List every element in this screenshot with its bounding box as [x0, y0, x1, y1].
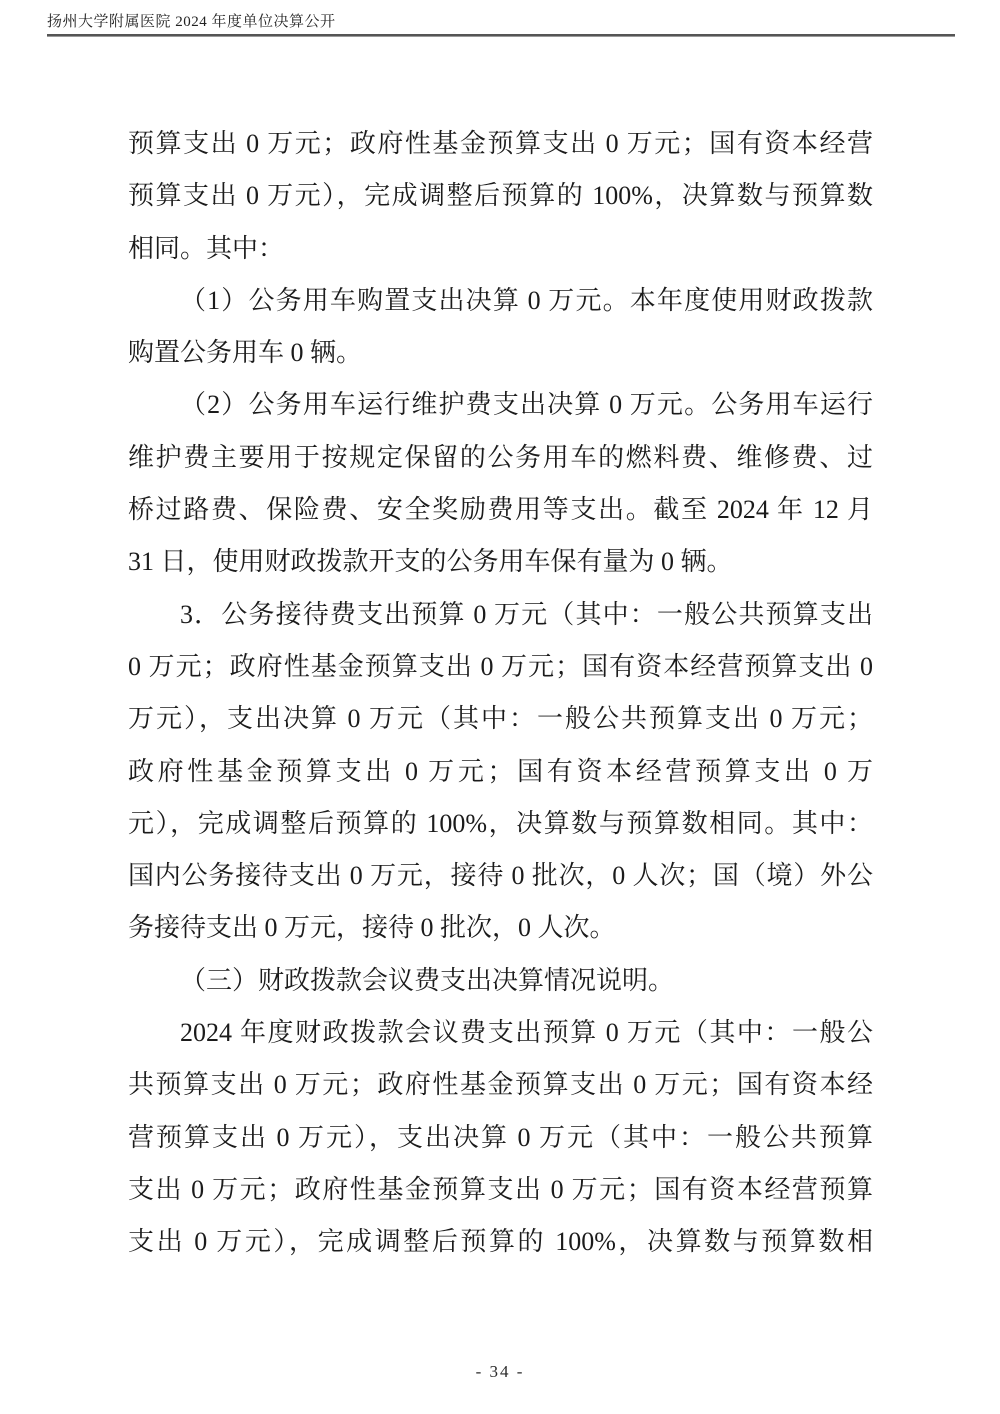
- body-text-line: 元），完成调整后预算的 100%，决算数与预算数相同。其中：: [128, 808, 873, 838]
- body-text-line: 维护费主要用于按规定保留的公务用车的燃料费、维修费、过: [128, 442, 873, 472]
- body-text-line: 0 万元；政府性基金预算支出 0 万元；国有资本经营预算支出 0: [128, 651, 873, 681]
- body-text-line: 政府性基金预算支出 0 万元；国有资本经营预算支出 0 万: [128, 756, 873, 786]
- body-text-line: 预算支出 0 万元），完成调整后预算的 100%，决算数与预算数: [128, 181, 873, 211]
- body-text-line: 营预算支出 0 万元），支出决算 0 万元（其中：一般公共预算: [128, 1122, 873, 1152]
- body-text-line: 支出 0 万元；政府性基金预算支出 0 万元；国有资本经营预算: [128, 1174, 873, 1204]
- body-text-line: 购置公务用车 0 辆。: [128, 338, 363, 368]
- body-text-line: 万元），支出决算 0 万元（其中：一般公共预算支出 0 万元；: [128, 704, 873, 734]
- body-text-line: （2）公务用车运行维护费支出决算 0 万元。公务用车运行: [180, 390, 873, 420]
- body-text-line: 3．公务接待费支出预算 0 万元（其中：一般公共预算支出: [180, 599, 873, 629]
- body-text-line: 31 日，使用财政拨款开支的公务用车保有量为 0 辆。: [128, 547, 733, 577]
- body-text-line: 务接待支出 0 万元，接待 0 批次，0 人次。: [128, 913, 616, 943]
- body-text-line: 2024 年度财政拨款会议费支出预算 0 万元（其中：一般公: [180, 1018, 873, 1048]
- body-text-line: 国内公务接待支出 0 万元，接待 0 批次，0 人次；国（境）外公: [128, 861, 873, 891]
- page-header: [47, 12, 955, 37]
- header-rule-divider: [47, 34, 955, 37]
- document-body: [128, 118, 873, 1269]
- document-header-title: 扬州大学附属医院 2024 年度单位决算公开: [47, 14, 336, 30]
- body-text-line: （1）公务用车购置支出决算 0 万元。本年度使用财政拨款: [180, 285, 873, 315]
- page-number: - 34 -: [475, 1362, 525, 1381]
- body-text-line: （三）财政拨款会议费支出决算情况说明。: [180, 965, 675, 995]
- body-text-line: 桥过路费、保险费、安全奖励费用等支出。截至 2024 年 12 月: [128, 495, 873, 525]
- body-text-line: 共预算支出 0 万元；政府性基金预算支出 0 万元；国有资本经: [128, 1070, 873, 1100]
- body-text-line: 预算支出 0 万元；政府性基金预算支出 0 万元；国有资本经营: [128, 129, 873, 158]
- body-text-line: 支出 0 万元），完成调整后预算的 100%，决算数与预算数相: [128, 1227, 873, 1257]
- body-text-line: 相同。其中：: [128, 233, 285, 263]
